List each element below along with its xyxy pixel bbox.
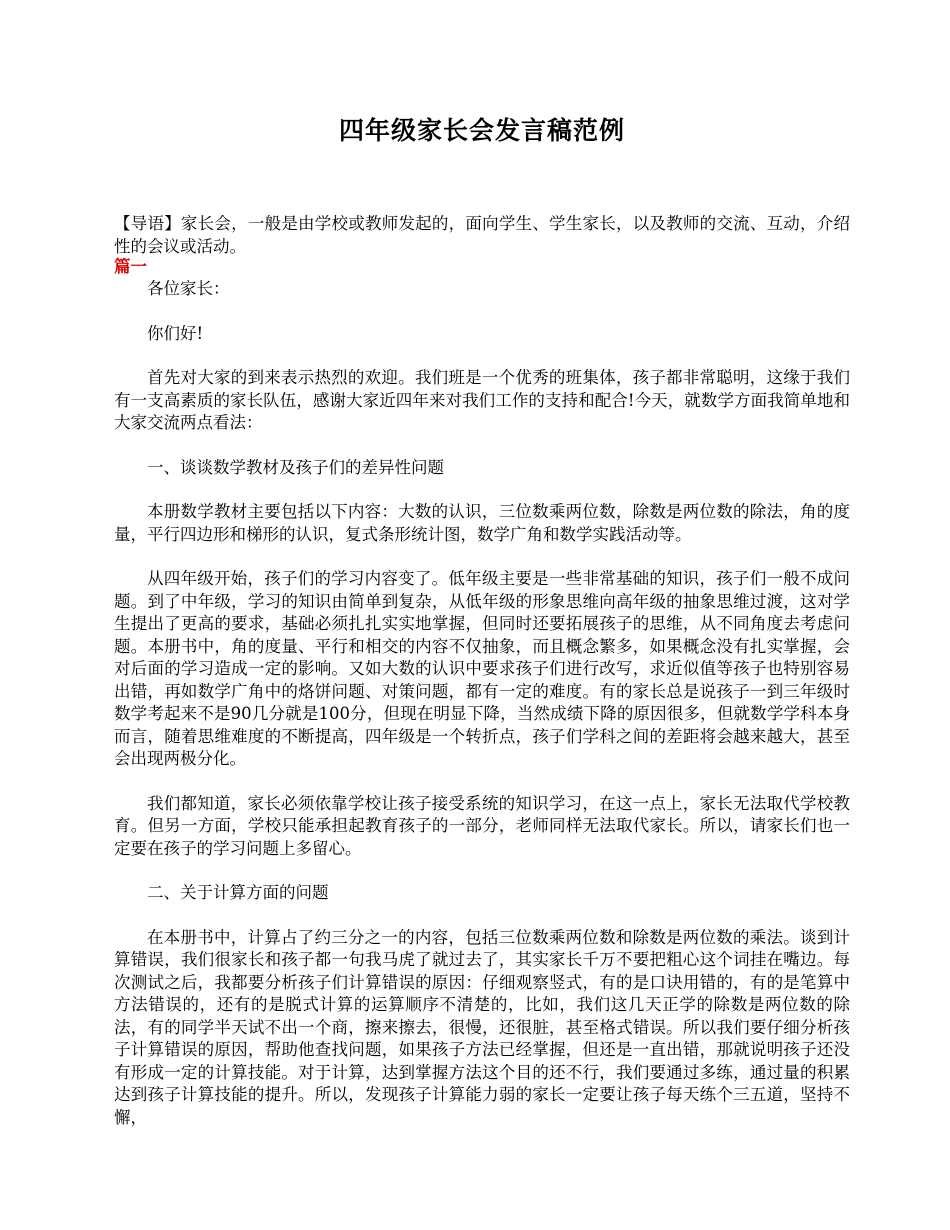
body-paragraph: 在本册书中，计算占了约三分之一的内容，包括三位数乘两位数和除数是两位数的乘法。谈到计算错误，我们很家长和孩子都一句我马虎了就过去了，其实家长千万不要把粗心这个词挂在嘴边。每次测试之后，我都要分析孩子们计算错误的原因：仔细观察竖式，有的是口诀用错的，有的是笔算中方法错误的，还有的是脱式计算的运算顺序不清楚的，比如，我们这几天正学的除数是两位数的除法，有的同学半天试不出一个商，擦来擦去，很慢，还很脏，甚至格式错误。所以我们要仔细分析孩子计算错误的原因，帮助他查找问题，如果孩子方法已经掌握，但还是一直出错，那就说明孩子还没有形成一定的计算技能。对于计算，达到掌握方法这个目的还不行，我们要通过多练，通过量的积累达到孩子计算技能的提升。所以，发现孩子计算能力弱的家长一定要让孩子每天练个三五道，坚持不懈，	[114, 927, 850, 1127]
subheading: 二、关于计算方面的问题	[147, 883, 329, 902]
document-page	[114, 0, 850, 1151]
salutation: 各位家长：	[147, 279, 230, 298]
section-label: 篇一	[114, 257, 147, 276]
body-paragraph: 首先对大家的到来表示热烈的欢迎。我们班是一个优秀的班集体，孩子都非常聪明，这缘于我们有一支高素质的家长队伍，感谢大家近四年来对我们工作的支持和配合!今天，就数学方面我简单地和大家交流两点看法：	[114, 368, 850, 432]
body-paragraph: 从四年级开始，孩子们的学习内容变了。低年级主要是一些非常基础的知识，孩子们一般不成问题。到了中年级，学习的知识由简单到复杂，从低年级的形象思维向高年级的抽象思维过渡，这对学生提出了更高的要求，基础必须扎扎实实地掌握，但同时还要拓展孩子的思维，从不同角度去考虑问题。本册书中，角的度量、平行和相交的内容不仅抽象，而且概念繁多，如果概念没有扎实掌握，会对后面的学习造成一定的影响。又如大数的认识中要求孩子们进行改写，求近似值等孩子也特别容易出错，再如数学广角中的烙饼问题、对策问题，都有一定的难度。有的家长总是说孩子一到三年级时数学考起来不是90几分就是100分，但现在明显下降，当然成绩下降的原因很多，但就数学学科本身而言，随着思维难度的不断提高，四年级是一个转折点，孩子们学科之间的差距将会越来越大，甚至会出现两极分化。	[114, 569, 850, 768]
subheading: 一、谈谈数学教材及孩子们的差异性问题	[147, 457, 444, 477]
body-paragraph: 我们都知道，家长必须依靠学校让孩子接受系统的知识学习，在这一点上，家长无法取代学校教育。但另一方面，学校只能承担起教育孩子的一部分，老师同样无法取代家长。所以，请家长们也一定要在孩子的学习问题上多留心。	[114, 793, 850, 858]
document-title: 四年级家长会发言稿范例	[338, 116, 625, 145]
greeting: 你们好!	[147, 323, 204, 343]
intro-paragraph: 【导语】家长会，一般是由学校或教师发起的，面向学生、学生家长，以及教师的交流、互动，介绍性的会议或活动。	[114, 214, 850, 256]
body-paragraph: 本册数学教材主要包括以下内容：大数的认识，三位数乘两位数，除数是两位数的除法，角的度量，平行四边形和梯形的认识，复式条形统计图，数学广角和数学实践活动等。	[114, 502, 850, 544]
